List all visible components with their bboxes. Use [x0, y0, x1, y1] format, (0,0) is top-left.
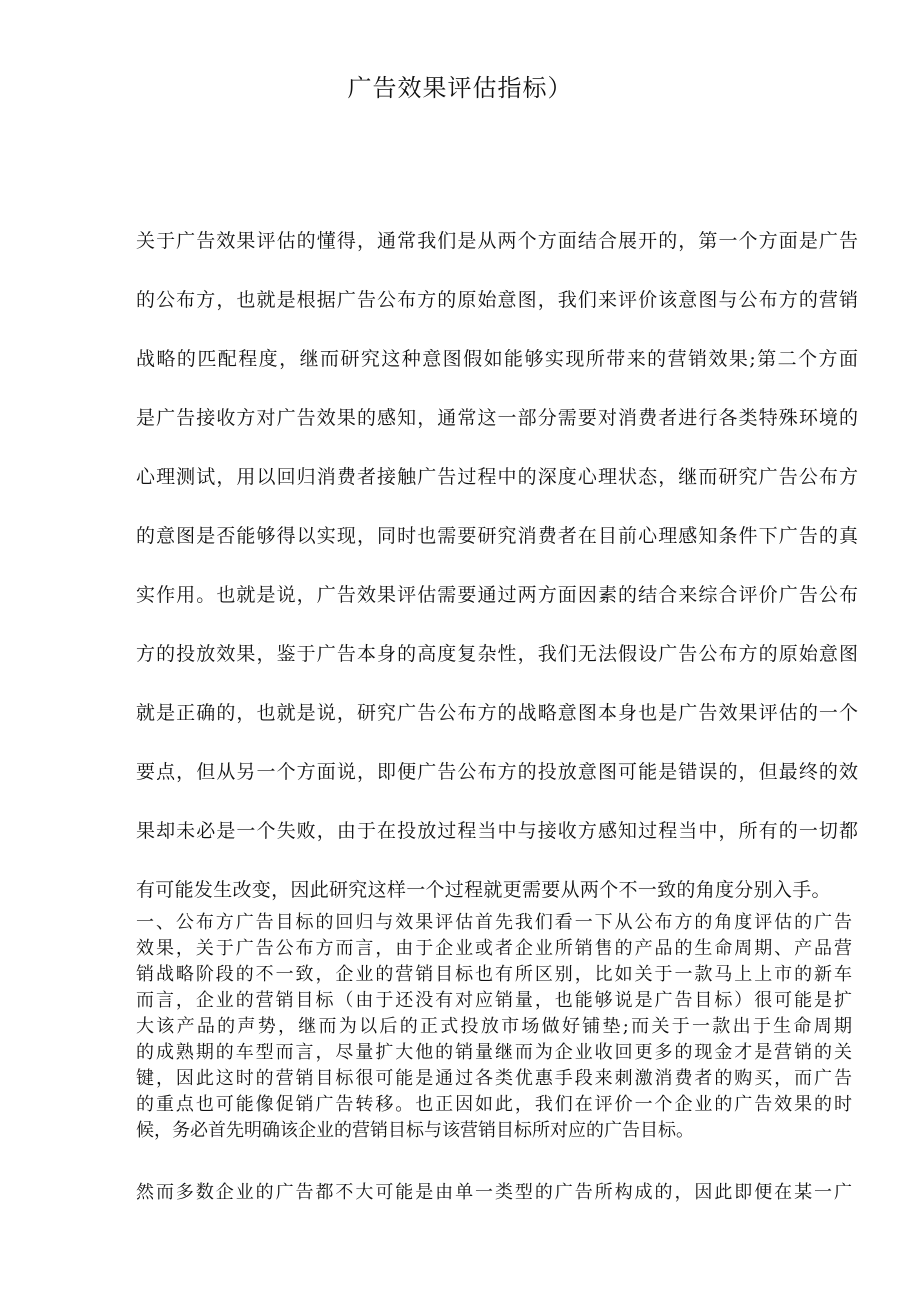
paragraph-line: 一、公布方广告目标的回归与效果评估首先我们看一下从公布方的角度评估的广告 [136, 912, 852, 933]
paragraph-line: 大该产品的声势，继而为以后的正式投放市场做好铺垫;而关于一款出于生命周期 [136, 1016, 852, 1037]
paragraph-line: 然而多数企业的广告都不大可能是由单一类型的广告所构成的，因此即便在某一广 [136, 1182, 852, 1203]
paragraph-line: 果却未必是一个失败，由于在投放过程当中与接收方感知过程当中，所有的一切都 [136, 820, 858, 842]
paragraph-line: 要点，但从另一个方面说，即便广告公布方的投放意图可能是错误的，但最终的效 [136, 761, 858, 783]
paragraph-line: 的公布方，也就是根据广告公布方的原始意图，我们来评价该意图与公布方的营销 [136, 289, 858, 311]
paragraph-line: 战略的匹配程度，继而研究这种意图假如能够实现所带来的营销效果;第二个方面 [136, 348, 858, 370]
paragraph-line: 而言，企业的营销目标（由于还没有对应销量，也能够说是广告目标）很可能是扩 [136, 990, 852, 1011]
paragraph-line: 候，务必首先明确该企业的营销目标与该营销目标所对应的广告目标。 [136, 1120, 694, 1141]
paragraph-line: 是广告接收方对广告效果的感知，通常这一部分需要对消费者进行各类特殊环境的 [136, 407, 858, 429]
paragraph-line: 销战略阶段的不一致，企业的营销目标也有所区别，比如关于一款马上上市的新车 [136, 964, 852, 985]
paragraph-line: 心理测试，用以回归消费者接触广告过程中的深度心理状态，继而研究广告公布方 [136, 466, 858, 488]
body-paragraph-1 [136, 232, 858, 940]
paragraph-line: 关于广告效果评估的懂得，通常我们是从两个方面结合展开的，第一个方面是广告 [136, 230, 858, 252]
paragraph-line: 的意图是否能够得以实现，同时也需要研究消费者在目前心理感知条件下广告的真 [136, 525, 858, 547]
paragraph-line: 键，因此这时的营销目标很可能是通过各类优惠手段来刺激消费者的购买，而广告 [136, 1068, 852, 1089]
body-paragraph-3 [136, 1180, 852, 1206]
document-title: 广告效果评估指标） [347, 74, 573, 102]
paragraph-line: 就是正确的，也就是说，研究广告公布方的战略意图本身也是广告效果评估的一个 [136, 702, 858, 724]
paragraph-line: 方的投放效果，鉴于广告本身的高度复杂性，我们无法假设广告公布方的原始意图 [136, 643, 858, 665]
paragraph-line: 实作用。也就是说，广告效果评估需要通过两方面因素的结合来综合评价广告公布 [136, 584, 858, 606]
paragraph-line: 有可能发生改变，因此研究这样一个过程就更需要从两个不一致的角度分别入手。 [136, 879, 831, 901]
paragraph-line: 效果，关于广告公布方而言，由于企业或者企业所销售的产品的生命周期、产品营 [136, 938, 852, 959]
paragraph-line: 的重点也可能像促销广告转移。也正因如此，我们在评价一个企业的广告效果的时 [136, 1094, 852, 1115]
body-paragraph-2 [136, 910, 852, 1144]
paragraph-line: 的成熟期的车型而言，尽量扩大他的销量继而为企业收回更多的现金才是营销的关 [136, 1042, 852, 1063]
